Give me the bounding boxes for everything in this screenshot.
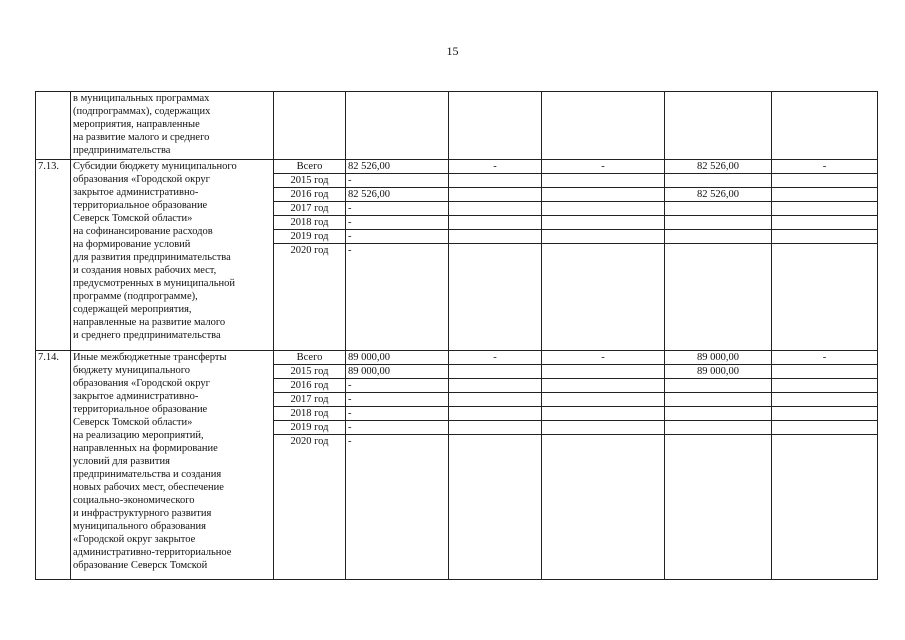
total-value: - xyxy=(346,244,449,351)
year-label: 2019 год xyxy=(274,230,346,244)
year-cell xyxy=(274,92,346,160)
value-cell xyxy=(449,244,542,351)
year-label: 2019 год xyxy=(274,421,346,435)
total-value: - xyxy=(346,421,449,435)
value-cell xyxy=(542,216,665,230)
value-cell: 82 526,00 xyxy=(665,188,772,202)
value-cell xyxy=(665,244,772,351)
value-cell xyxy=(449,230,542,244)
item-description: Иные межбюджетные трансферты бюджету муниципального образования «Городской округ закрытое административно- территориальное образование Северск Томской области» на реализацию мероприятий, направленных на формирование условий для развития предпринимательства и создания новых рабочих мест, обеспечение социально-экономического и инфраструктурного развития муниципального образования «Городской округ закрытое административно-территориальное образование Северск Томской xyxy=(71,351,274,580)
total-cell xyxy=(346,92,449,160)
value-cell xyxy=(449,174,542,188)
total-value: - xyxy=(346,435,449,580)
value-cell: 89 000,00 xyxy=(665,351,772,365)
total-value: 82 526,00 xyxy=(346,160,449,174)
table-row xyxy=(36,351,878,365)
year-label: 2020 год xyxy=(274,435,346,580)
value-cell xyxy=(772,230,878,244)
value-cell xyxy=(449,435,542,580)
value-cell: - xyxy=(772,351,878,365)
value-cell xyxy=(542,92,665,160)
value-cell xyxy=(772,244,878,351)
value-cell xyxy=(542,230,665,244)
value-cell: - xyxy=(449,160,542,174)
value-cell xyxy=(772,188,878,202)
year-label: Всего xyxy=(274,351,346,365)
total-value: - xyxy=(346,230,449,244)
value-cell: - xyxy=(449,351,542,365)
total-value: 89 000,00 xyxy=(346,365,449,379)
year-label: 2016 год xyxy=(274,188,346,202)
total-value: - xyxy=(346,174,449,188)
total-value: - xyxy=(346,216,449,230)
value-cell xyxy=(542,435,665,580)
value-cell xyxy=(665,230,772,244)
total-value: 89 000,00 xyxy=(346,351,449,365)
total-value: - xyxy=(346,379,449,393)
value-cell xyxy=(542,379,665,393)
item-description: Субсидии бюджету муниципального образования «Городской округ закрытое административно- территориальное образование Северск Томской области» на софинансирование расходов на формирование условий для развития предпринимательства и создания новых рабочих мест, предусмотренных в муниципальной программе (подпрограмме), содержащей мероприятия, направленные на развитие малого и среднего предпринимательства xyxy=(71,160,274,351)
item-number-cell xyxy=(36,92,71,160)
value-cell xyxy=(542,188,665,202)
total-value: 82 526,00 xyxy=(346,188,449,202)
value-cell xyxy=(449,407,542,421)
value-cell xyxy=(665,202,772,216)
year-label: 2015 год xyxy=(274,174,346,188)
value-cell xyxy=(772,393,878,407)
value-cell: 82 526,00 xyxy=(665,160,772,174)
value-cell xyxy=(449,379,542,393)
value-cell xyxy=(665,407,772,421)
value-cell xyxy=(665,92,772,160)
value-cell xyxy=(449,216,542,230)
value-cell xyxy=(772,379,878,393)
total-value: - xyxy=(346,393,449,407)
year-label: Всего xyxy=(274,160,346,174)
value-cell xyxy=(772,92,878,160)
value-cell xyxy=(665,435,772,580)
value-cell xyxy=(449,92,542,160)
value-cell xyxy=(449,188,542,202)
value-cell xyxy=(772,421,878,435)
value-cell xyxy=(665,421,772,435)
value-cell xyxy=(772,202,878,216)
year-label: 2017 год xyxy=(274,393,346,407)
value-cell xyxy=(449,393,542,407)
value-cell: - xyxy=(542,160,665,174)
value-cell xyxy=(665,379,772,393)
value-cell: - xyxy=(542,351,665,365)
budget-table xyxy=(35,91,878,580)
value-cell xyxy=(772,365,878,379)
value-cell xyxy=(449,365,542,379)
value-cell xyxy=(449,421,542,435)
value-cell xyxy=(542,393,665,407)
item-number: 7.14. xyxy=(36,351,71,580)
value-cell xyxy=(542,407,665,421)
total-value: - xyxy=(346,407,449,421)
value-cell xyxy=(665,216,772,230)
value-cell xyxy=(772,216,878,230)
year-label: 2015 год xyxy=(274,365,346,379)
value-cell: - xyxy=(772,160,878,174)
value-cell xyxy=(449,202,542,216)
total-value: - xyxy=(346,202,449,216)
value-cell xyxy=(542,365,665,379)
item-description: в муниципальных программах (подпрограммах), содержащих мероприятия, направленные на развитие малого и среднего предпринимательства xyxy=(71,92,274,160)
value-cell: 89 000,00 xyxy=(665,365,772,379)
value-cell xyxy=(665,174,772,188)
year-label: 2018 год xyxy=(274,216,346,230)
table-row-continuation xyxy=(36,92,878,160)
value-cell xyxy=(542,421,665,435)
value-cell xyxy=(772,174,878,188)
page-number: 15 xyxy=(446,44,459,58)
year-label: 2020 год xyxy=(274,244,346,351)
item-number: 7.13. xyxy=(36,160,71,351)
value-cell xyxy=(665,393,772,407)
table-row xyxy=(36,160,878,174)
value-cell xyxy=(772,435,878,580)
value-cell xyxy=(542,202,665,216)
value-cell xyxy=(542,174,665,188)
value-cell xyxy=(542,244,665,351)
value-cell xyxy=(772,407,878,421)
year-label: 2018 год xyxy=(274,407,346,421)
year-label: 2016 год xyxy=(274,379,346,393)
year-label: 2017 год xyxy=(274,202,346,216)
